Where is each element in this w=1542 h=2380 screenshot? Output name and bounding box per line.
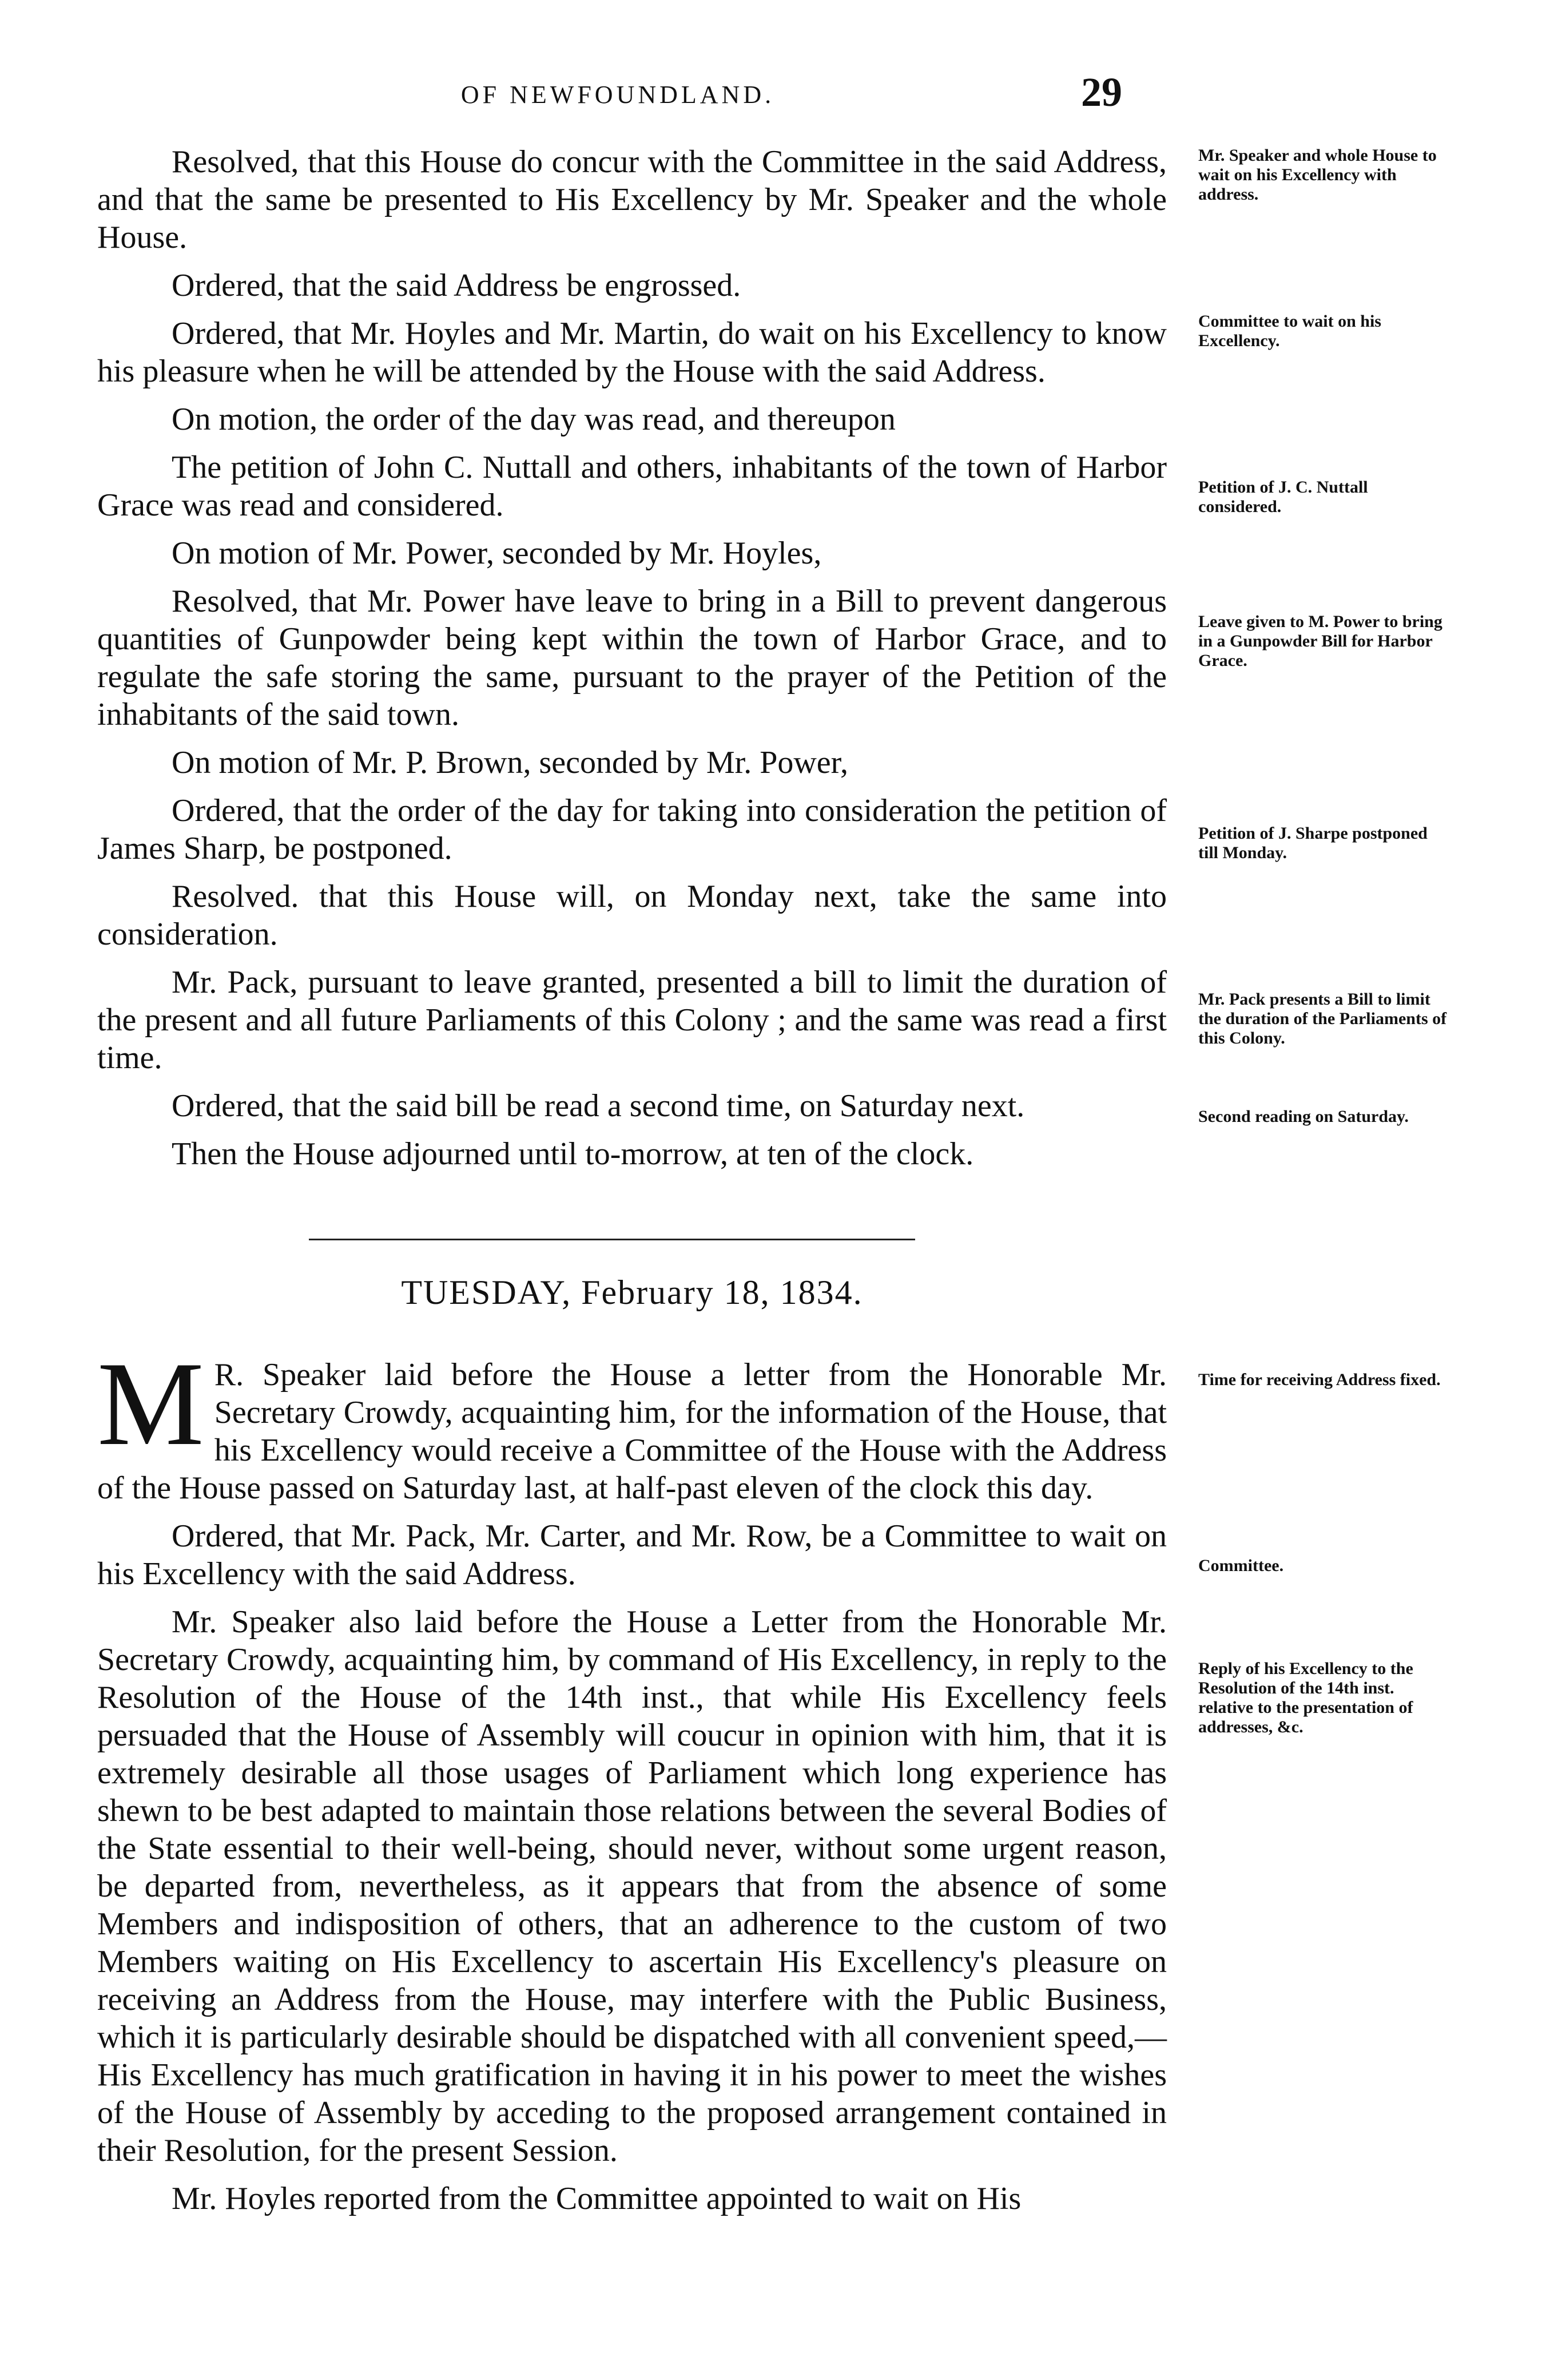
section-tuesday-proceedings (97, 1338, 1167, 2228)
margin-note: Committee to wait on his Excellency. (1198, 312, 1381, 350)
section-divider (309, 1239, 915, 1240)
paragraph: Resolved, that Mr. Power have leave to bring in a Bill to prevent dangerous quantities of Gunpowder being kept within the town of Harbor Grace, and to regulate the safe storing the same, pursuant to the prayer of the Petition of the inhabitants of the said town. (97, 584, 1167, 732)
margin-note: Second reading on Saturday. (1198, 1107, 1409, 1126)
opening-paragraph-text: R. Speaker laid before the House a letter from the Honorable Mr. Secretary Crowdy, acquainting him, for the information of the House, that his Excellency would receive a Committee of the House with the Address of the House passed on Saturday last, at half-past eleven of the clock this day. (97, 1357, 1167, 1506)
paragraph: Ordered, that Mr. Pack, Mr. Carter, and Mr. Row, be a Committee to wait on his Excellency with the said Address. (97, 1518, 1167, 1592)
margin-note: Leave given to M. Power to bring in a Gunpowder Bill for Harbor Grace. (1198, 612, 1442, 670)
paragraph: Mr. Speaker also laid before the House a Letter from the Honorable Mr. Secretary Crowdy, acquainting him, by command of His Excellency, in reply to the Resolution of the House of the 14th inst., that while His Excellency feels persuaded that the House of Assembly will coucur in opinion with him, that it is extremely desirable all those usages of Parliament which long experience has shewn to be best adapted to maintain those relations between the several Bodies of the State essential to their well-being, should never, without some urgent reason, be departed from, nevertheless, as it appears that from the absence of some Members and indisposition of others, that an adherence to the custom of two Members waiting on His Excellency to ascertain His Excellency's pleasure on receiving an Address from the House, may interfere with the Public Business, which it is particularly desirable should be dispatched with all convenient speed,—His Excellency has much gratification in having it in his power to meet the wishes of the House of Assembly by acceding to the proposed arrangement contained in their Resolution, for the present Session. (97, 1604, 1167, 2168)
paragraph: Mr. Hoyles reported from the Committee appointed to wait on His (172, 2181, 1022, 2216)
paragraph: Mr. Pack, pursuant to leave granted, presented a bill to limit the duration of the present and all future Parliaments of this Colony ; and the same was read a first time. (97, 965, 1167, 1076)
paragraph: On motion of Mr. Power, seconded by Mr. Hoyles, (172, 536, 822, 571)
page-header (0, 69, 1542, 137)
paragraph: Ordered, that the order of the day for taking into consideration the petition of James Sharp, be postponed. (97, 793, 1167, 866)
paragraph: Resolved, that this House do concur with the Committee in the said Address, and that the same be presented to His Excellency by Mr. Speaker and the whole House. (97, 144, 1167, 255)
paragraph: Ordered, that Mr. Hoyles and Mr. Martin, do wait on his Excellency to know his pleasure when he will be attended by the House with the said Address. (97, 316, 1167, 389)
drop-cap: M (97, 1338, 204, 1470)
margin-note: Mr. Speaker and whole House to wait on his Excellency with address. (1198, 146, 1437, 204)
margin-note: Mr. Pack presents a Bill to limit the duration of the Parliaments of this Colony. (1198, 990, 1447, 1048)
paragraph: Ordered, that the said Address be engrossed. (172, 268, 741, 303)
paragraph: On motion, the order of the day was read, and thereupon (172, 402, 896, 437)
margin-note: Petition of J. Sharpe postponed till Monday. (1198, 824, 1428, 862)
margin-note: Petition of J. C. Nuttall considered. (1198, 478, 1368, 516)
paragraph: Resolved. that this House will, on Monday next, take the same into consideration. (97, 879, 1167, 952)
paragraph: Then the House adjourned until to-morrow, at ten of the clock. (172, 1136, 974, 1172)
margin-note: Committee. (1198, 1556, 1284, 1575)
section-proceedings-continued (97, 143, 1167, 1183)
margin-note: Reply of his Excellency to the Resolution of the 14th inst. relative to the presentation of addresses, &c. (1198, 1659, 1413, 1736)
page-number: 29 (1081, 69, 1122, 115)
paragraph: The petition of John C. Nuttall and others, inhabitants of the town of Harbor Grace was read and considered. (97, 450, 1167, 523)
margin-note: Time for receiving Address fixed. (1198, 1370, 1441, 1389)
paragraph: On motion of Mr. P. Brown, seconded by Mr. Power, (172, 745, 849, 780)
paragraph: Ordered, that the said bill be read a second time, on Saturday next. (172, 1088, 1025, 1124)
date-heading: TUESDAY, February 18, 1834. (401, 1274, 863, 1311)
opening-paragraph (97, 1338, 1167, 1507)
running-head: OF NEWFOUNDLAND. (460, 81, 775, 109)
